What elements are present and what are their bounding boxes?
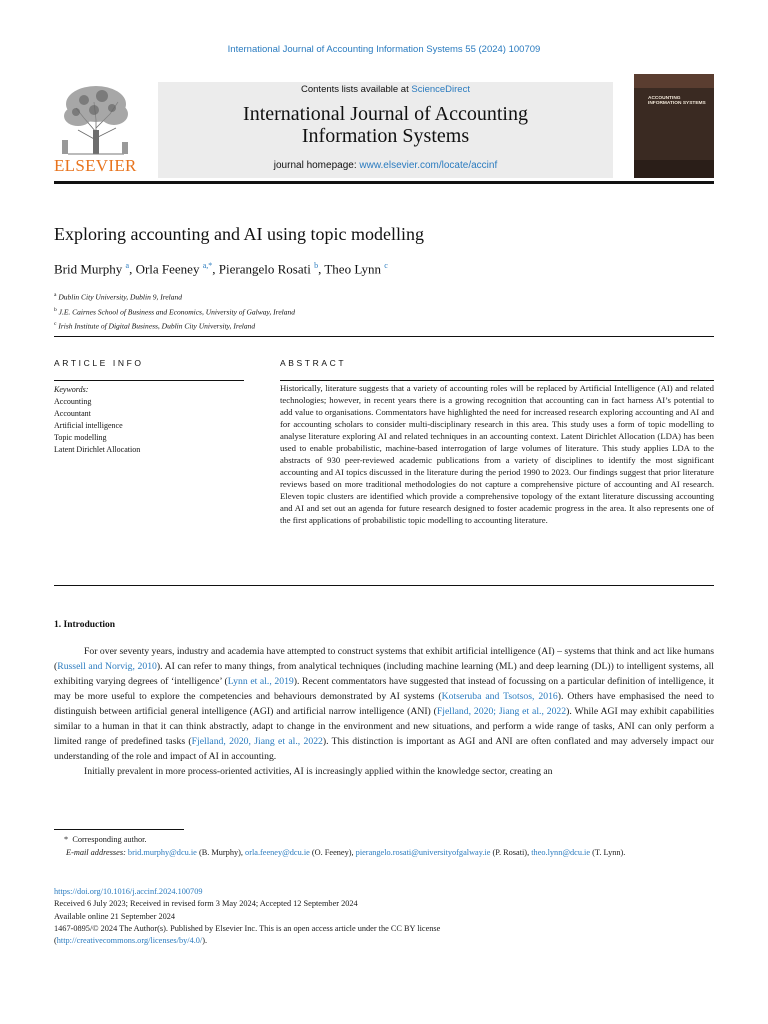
abstract-divider	[54, 585, 714, 586]
affiliations	[54, 289, 295, 333]
abstract-text: Historically, literature suggests that a variety of accounting roles will be replaced by Artificial Intelligence (AI) and related technologies; however, in recent years there is a growing recognition that accounting can in fact harness AI’s potential to add value to organisations. Commentators have highlighted the need for increased research exploring accounting and AI and for accounting scholars to consider multi-disciplinary research in this area. This study uses a form of topic modelling to analyse literature exploring AI and related techniques in an accounting context. Latent Dirichlet Allocation (LDA) has been used to enable probabilistic, machine-based interrogation of large volumes of literature. This study applies LDA to the abstracts of 930 peer-reviewed academic publications from a variety of disciplines to identify the most significant accounting and AI topics discussed in the literature during the period 1990 to 2023. Our findings suggest that prior literature reviews based on more traditional methodologies do not capture a comprehensive picture of accounting and AI research. Eleven topic clusters are identified which provide a comprehensive topology of the extant literature discussing accounting and AI and set out an agenda for future research designed to foster academic progress in the area. It also represents one of the first applications of probabilistic topic modelling to accounting literature.	[280, 383, 714, 525]
footnote-rule	[54, 829, 184, 830]
keyword-item: Artificial intelligence	[54, 421, 123, 430]
email-addresses: E-mail addresses: brid.murphy@dcu.ie (B. Murphy), orla.feeney@dcu.ie (O. Feeney), pierangelo.rosati@universityofgalway.ie (P. Rosati), theo.lynn@dcu.ie (T. Lynn).	[66, 848, 626, 857]
homepage-prefix: journal homepage:	[273, 160, 360, 171]
homepage-link[interactable]: www.elsevier.com/locate/accinf	[359, 160, 498, 171]
cover-title: ACCOUNTING INFORMATION SYSTEMS	[648, 96, 706, 107]
body-paragraph: For over seventy years, industry and academia have attempted to construct systems that exhibit artificial intelligence (AI) – systems that think and act like humans (Russell and Norvig, 2010). AI can refer to many things, from analytical techniques (including machine learning (ML) and deep learning (DL)) to intelligent systems, all exhibiting varying degrees of ‘intelligence’ (Lynn et al., 2019). Recent commentators have suggested that instead of focussing on a particular definition of intelligence, it may be more useful to explore the competencies and behaviours demonstrated by AI systems (Kotseruba and Tsotsos, 2016). Others have emphasised the need to distinguish between artificial general intelligence (AGI) and artificial narrow intelligence (ANI) (Fjelland, 2020; Jiang et al., 2022). While AGI may exhibit capabilities similar to a human in that it can think abstractly, adapt to change in the environment and new situations, and perform a wide range of tasks, ANI can only perform a limited range of predefined tasks (Fjelland, 2020, Jiang et al., 2022). This distinction is important as AGI and ANI are often conflated and may adversely impact our understanding of the role and impact of AI in accounting.	[54, 646, 715, 762]
introduction-body	[54, 644, 714, 779]
affiliation-item: $^a$ Dublin City University, Dublin 9, Ireland	[54, 292, 182, 302]
author-name[interactable]: Orla Feeney	[135, 261, 200, 277]
article-info-rule	[54, 380, 244, 381]
cover-band	[634, 74, 714, 88]
keyword-item: Topic modelling	[54, 433, 107, 442]
citation-link[interactable]: Fjelland, 2020, Jiang et al., 2022	[191, 736, 323, 747]
email-link[interactable]: pierangelo.rosati@universityofgalway.ie	[355, 848, 491, 857]
abstract-heading: ABSTRACT	[280, 358, 347, 368]
citation-link[interactable]: Lynn et al., 2019	[227, 676, 294, 687]
citation-link[interactable]: Kotseruba and Tsotsos, 2016	[441, 691, 558, 702]
sciencedirect-link[interactable]: ScienceDirect	[411, 84, 470, 95]
doi-link[interactable]: https://doi.org/10.1016/j.accinf.2024.100709	[54, 887, 203, 896]
keyword-item: Accounting	[54, 397, 92, 406]
author-affil-marker[interactable]: c	[384, 261, 388, 270]
body-paragraph: Initially prevalent in more process-oriented activities, AI is increasingly applied within the knowledge sector, creating an	[84, 766, 553, 777]
publication-info	[54, 886, 714, 947]
keywords-label: Keywords:	[54, 385, 89, 394]
keyword-item: Accountant	[54, 409, 91, 418]
article-info-heading: ARTICLE INFO	[54, 358, 144, 368]
author-affil-marker[interactable]: a,*	[202, 261, 213, 270]
cover-strip	[634, 160, 714, 178]
author-name[interactable]: Pierangelo Rosati	[218, 261, 311, 277]
author-name[interactable]: Theo Lynn	[324, 261, 382, 277]
section-heading-introduction: 1. Introduction	[54, 620, 116, 630]
header-divider	[54, 181, 714, 184]
journal-cover-image[interactable]	[634, 74, 714, 178]
abstract-rule	[280, 380, 714, 381]
author-name[interactable]: Brid Murphy	[54, 261, 123, 277]
citation-link[interactable]: Fjelland, 2020; Jiang et al., 2022	[436, 706, 567, 717]
journal-homepage-line	[158, 160, 613, 171]
license-statement: 1467-0895/© 2024 The Author(s). Published by Elsevier Inc. This is an open access article under the CC BY license	[54, 923, 441, 933]
affiliation-item: $^c$ Irish Institute of Digital Business, Dublin City University, Ireland	[54, 321, 256, 331]
keywords-block	[54, 384, 140, 456]
journal-title-line1: International Journal of Accounting	[243, 103, 528, 125]
footnotes	[54, 833, 714, 859]
elsevier-wordmark: ELSEVIER	[54, 156, 137, 175]
license-link[interactable]: http://creativecommons.org/licenses/by/4.0/	[56, 936, 203, 946]
available-online: Available online 21 September 2024	[54, 911, 176, 921]
email-link[interactable]: theo.lynn@dcu.ie	[531, 848, 591, 857]
author-affil-marker[interactable]: a	[125, 261, 130, 270]
journal-citation[interactable]: International Journal of Accounting Information Systems 55 (2024) 100709	[227, 44, 541, 55]
journal-title-line2: Information Systems	[301, 125, 470, 147]
email-link[interactable]: brid.murphy@dcu.ie	[127, 848, 197, 857]
journal-title	[158, 103, 613, 147]
license-link-line: (http://creativecommons.org/licenses/by/4.0/).	[54, 936, 208, 946]
citation-link[interactable]: Russell and Norvig, 2010	[57, 661, 157, 672]
article-title: Exploring accounting and AI using topic modelling	[54, 224, 424, 244]
author-list: Brid Murphy $^a$, Orla Feeney $^{a,*}$, Pierangelo Rosati $^b$, Theo Lynn $^c$	[54, 261, 388, 277]
author-affil-marker[interactable]: b	[314, 261, 319, 270]
keyword-item: Latent Dirichlet Allocation	[54, 445, 141, 454]
received-dates: Received 6 July 2023; Received in revised form 3 May 2024; Accepted 12 September 2024	[54, 899, 358, 909]
affiliations-divider	[54, 336, 714, 337]
corresponding-author-note: * Corresponding author.	[64, 835, 147, 844]
contents-available-line	[158, 84, 613, 95]
affiliation-item: $^b$ J.E. Cairnes School of Business and Economics, University of Galway, Ireland	[54, 306, 295, 316]
contents-prefix: Contents lists available at	[301, 84, 412, 95]
email-link[interactable]: orla.feeney@dcu.ie	[245, 848, 310, 857]
